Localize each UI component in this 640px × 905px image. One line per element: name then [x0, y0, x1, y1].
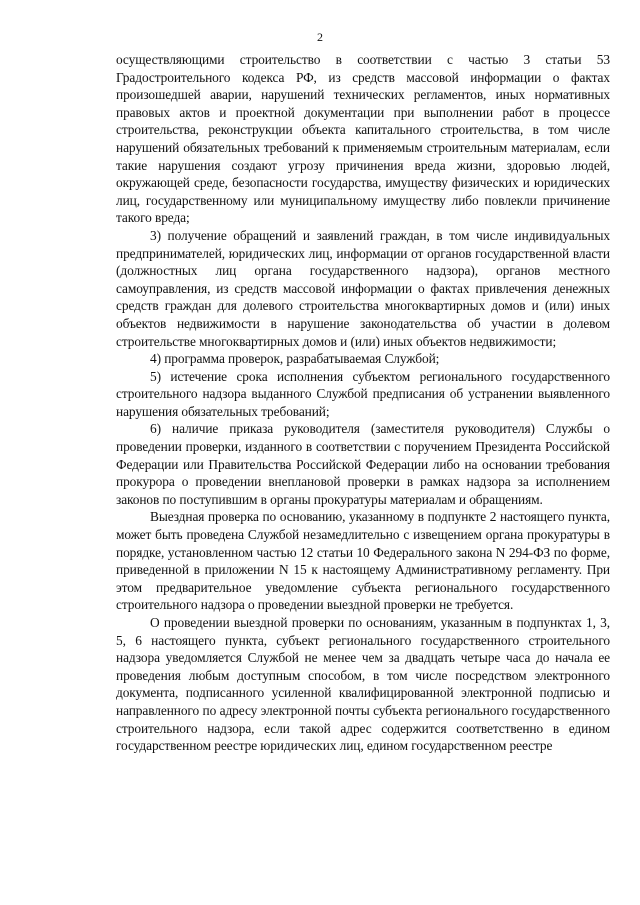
page-number: 2 — [317, 30, 323, 44]
paragraph-item-6: 6) наличие приказа руководителя (заместителя руководителя) Службы о проведении проверки, изданного в соответствии с поручением Президента Российской Федерации или Правительства Российской Федерации либо на основании требования прокурора о проведении внеплановой проверки в рамках надзора за исполнением законов по поступившим в органы прокуратуры материалам и обращениям. — [116, 421, 610, 507]
paragraph-item-4: 4) программа проверок, разрабатываемая Службой; — [150, 351, 440, 367]
paragraph-continuation: осуществляющими строительство в соответствии с частью 3 статьи 53 Градостроительного кодекса РФ, из средств массовой информации о фактах произошедшей аварии, нарушений технических регламентов, иных нормативных правовых актов и проектной документации при выполнении работ в процессе строительства, реконструкции объекта капитального строительства, в том числе нарушений обязательных требований к применяемым строительным материалам, если такие нарушения создают угрозу причинения вреда жизни, здоровью людей, окружающей среде, безопасности государства, имуществу физических и юридических лиц, государственному или муниципальному имуществу либо повлекли причинение такого вреда; — [116, 52, 610, 226]
paragraph-item-5: 5) истечение срока исполнения субъектом регионального государственного строительного надзора выданного Службой предписания об устранении выявленного нарушения обязательных требований; — [116, 368, 610, 419]
document-body — [116, 51, 610, 755]
paragraph-field-inspection: Выездная проверка по основанию, указанному в подпункте 2 настоящего пункта, может быть проведена Службой незамедлительно с извещением органа прокуратуры в порядке, установленном частью 12 статьи 10 Федерального закона N 294-ФЗ по форме, приведенной в приложении N 15 к настоящему Административному регламенту. При этом предварительное уведомление субъекта регионального государственного строительного надзора о проведении выездной проверки не требуется. — [116, 509, 610, 613]
paragraph-notification: О проведении выездной проверки по основаниям, указанным в подпунктах 1, 3, 5, 6 настоящего пункта, субъект регионального государственного строительного надзора уведомляется Службой не менее чем за двадцать четыре часа до начала ее проведения любым доступным способом, в том числе посредством электронного документа, подписанного усиленной квалифицированной электронной подписью и направленного по адресу электронной почты субъекта регионального государственного строительного надзора, если такой адрес содержится соответственно в едином государственном реестре юридических лиц, едином государственном реестре — [116, 615, 610, 754]
paragraph-item-3: 3) получение обращений и заявлений граждан, в том числе индивидуальных предпринимателей, юридических лиц, информации от органов государственной власти (должностных лиц органа государственного надзора), органов местного самоуправления, из средств массовой информации о фактах привлечения денежных средств граждан для долевого строительства многоквартирных домов и (или) иных объектов недвижимости в нарушение законодательства об участии в долевом строительстве многоквартирных домов и (или) иных объектов недвижимости; — [116, 227, 610, 349]
